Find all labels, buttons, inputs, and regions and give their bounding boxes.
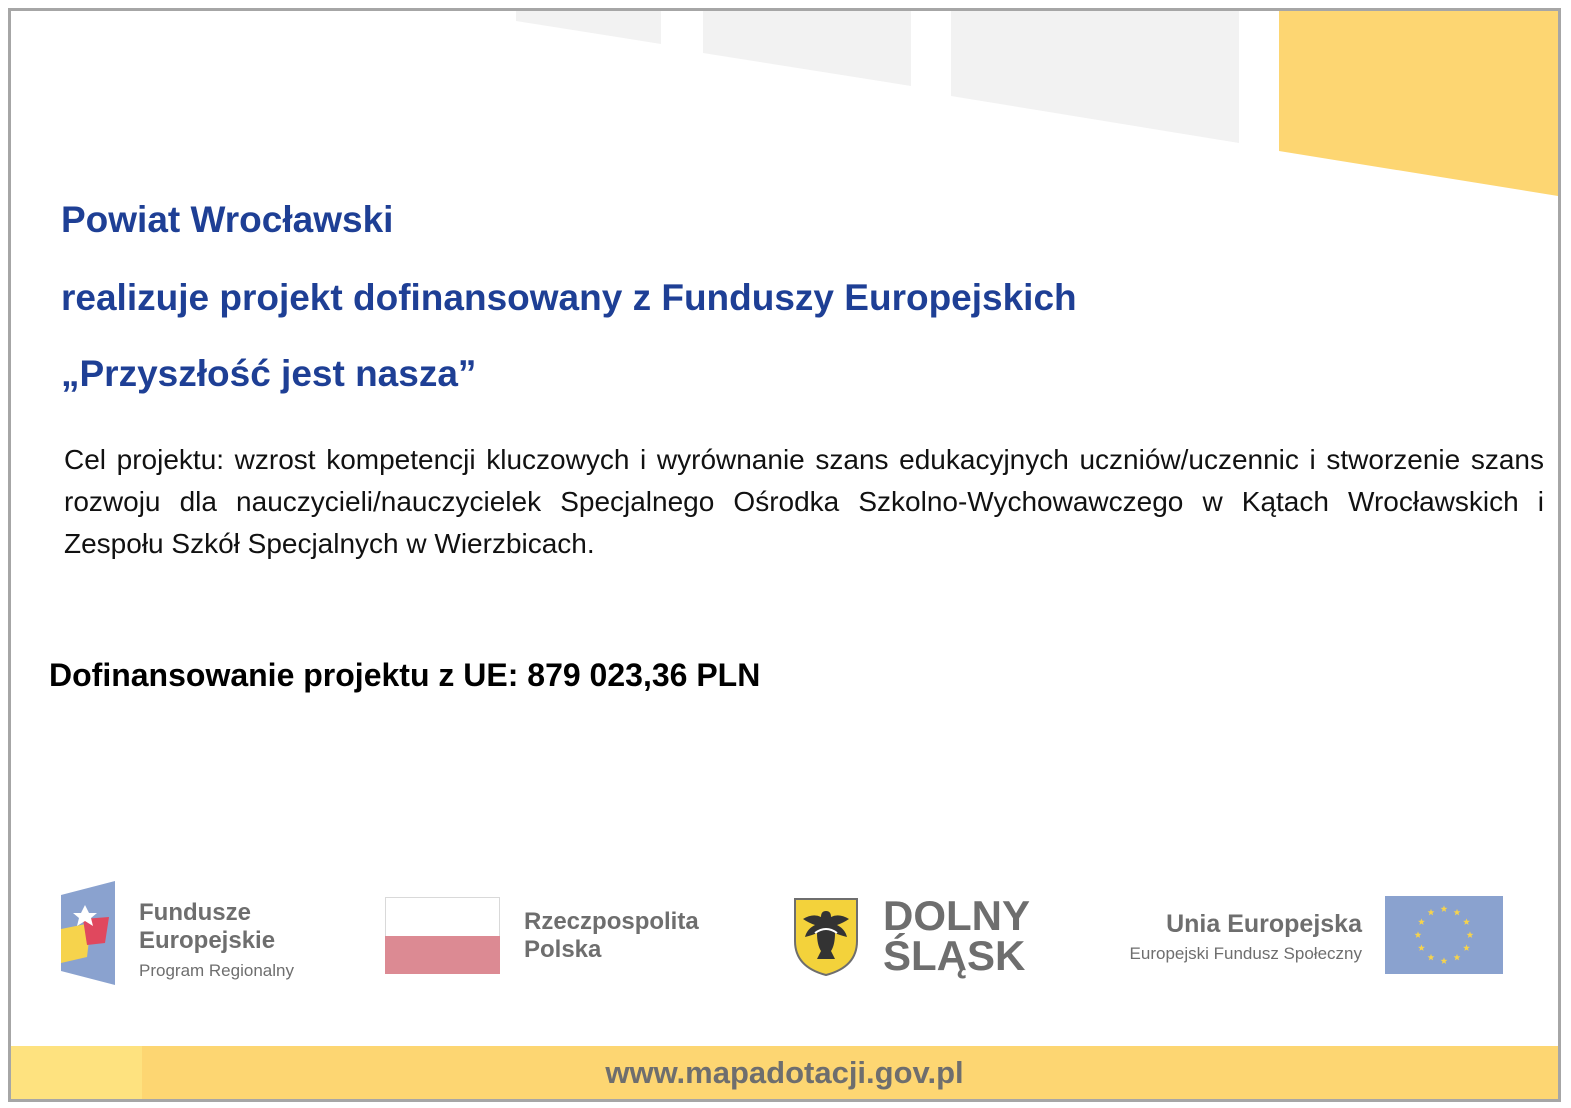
title-line-3: „Przyszłość jest nasza” [61, 353, 477, 394]
fundusze-logo-line-1: Fundusze [139, 899, 251, 926]
fundusze-europejskie-logo [139, 899, 294, 985]
ds-logo-line-2: ŚLĄSK [883, 932, 1026, 979]
rzeczpospolita-polska-logo [524, 908, 699, 964]
ue-logo-line-1: Unia Europejska [1166, 910, 1362, 938]
eu-flag-icon [1385, 896, 1503, 974]
funding-amount: Dofinansowanie projektu z UE: 879 023,36 PLN [49, 657, 761, 693]
title-line-2: realizuje projekt dofinansowany z Funduszy Europejskich [61, 277, 1077, 318]
rp-logo-line-1: Rzeczpospolita [524, 908, 699, 935]
project-description: Cel projektu: wzrost kompetencji kluczowych i wyrównanie szans edukacyjnych uczniów/uczennic i stworzenie szans rozwoju dla nauczycieli/nauczycielek Specjalnego Ośrodka Szkolno-Wychowawczego w Kątach Wrocławskich i Zespołu Szkół Specjalnych w Wierzbicach. [64, 444, 1544, 559]
fundusze-logo-line-3: Program Regionalny [139, 961, 294, 980]
dolny-slask-logo [883, 892, 1030, 979]
footer-bar [11, 1046, 1558, 1099]
poster-frame [8, 8, 1561, 1102]
fundusze-europejskie-icon [61, 881, 115, 985]
dolny-slask-crest-icon [793, 897, 859, 977]
ue-logo-line-2: Europejski Fundusz Społeczny [1129, 944, 1362, 963]
decorative-top-shapes [11, 11, 1558, 211]
polish-flag-icon [385, 897, 500, 974]
ds-logo-line-1: DOLNY [883, 892, 1030, 939]
rp-logo-line-2: Polska [524, 936, 602, 963]
unia-europejska-logo [1130, 909, 1362, 969]
fundusze-logo-line-2: Europejskie [139, 927, 276, 954]
title-line-1: Powiat Wrocławski [61, 199, 394, 240]
footer-url-link[interactable]: www.mapadotacji.gov.pl [605, 1055, 964, 1090]
